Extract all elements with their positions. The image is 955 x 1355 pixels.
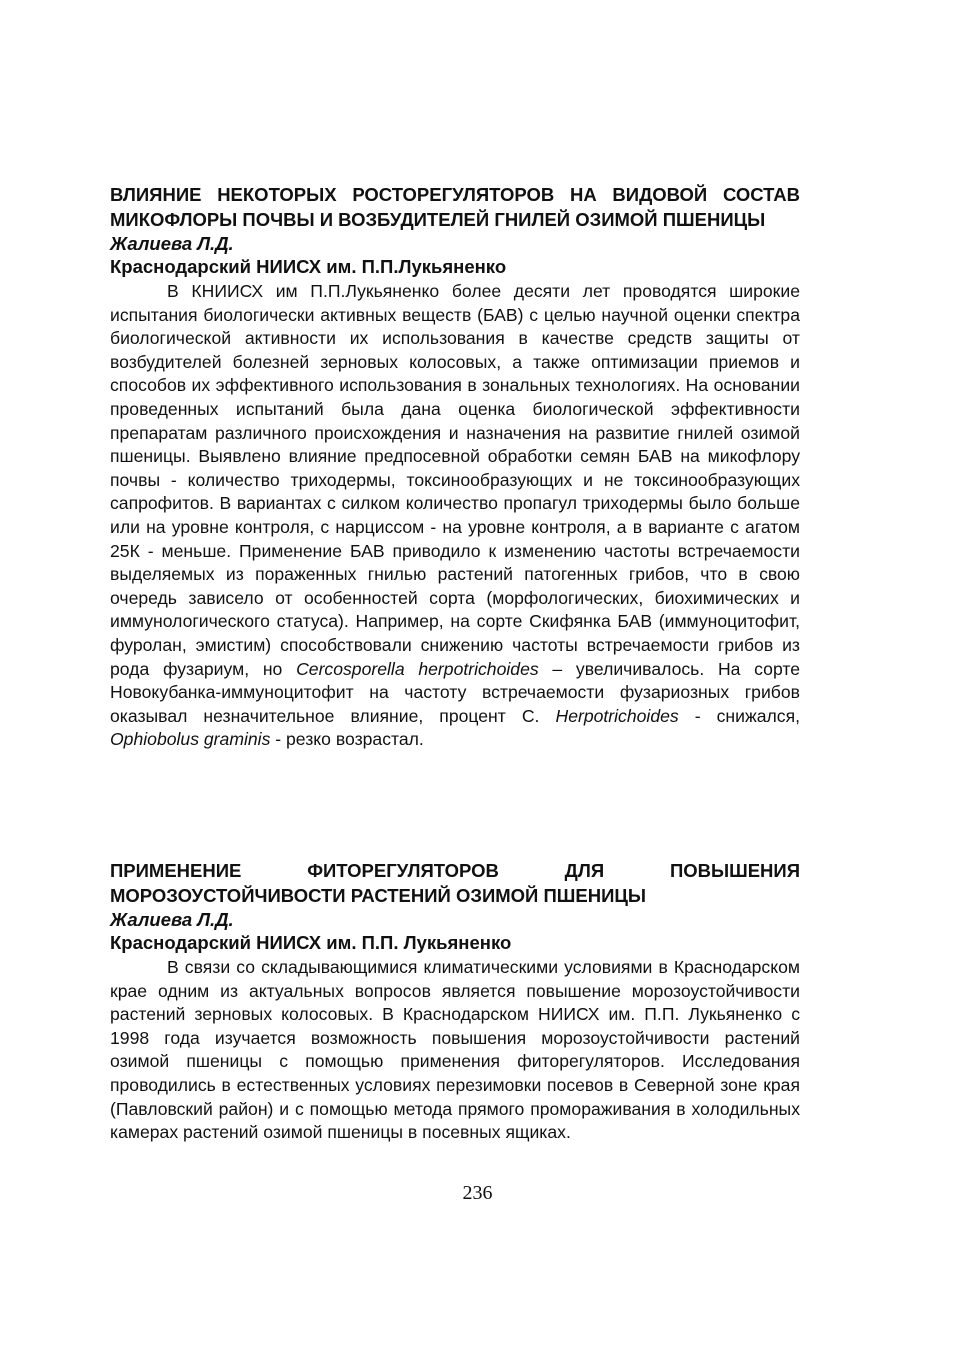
article-1 [110, 182, 800, 752]
article-author: Жалиева Л.Д. [110, 233, 234, 254]
article-affiliation: Краснодарский НИИСХ им. П.П. Лукьяненко [110, 932, 512, 953]
article-author: Жалиева Л.Д. [110, 909, 234, 930]
body-text: В КНИИСХ им П.П.Лукьяненко более десяти лет проводятся широкие испытания биологически активных веществ (БАВ) с целью научной оценки спектра биологической активности их использования в качестве средств защиты от возбудителей болезней зерновых колосовых, а также оптимизации приемов и способов их эффективного использования в зональных технологиях. На основании проведенных испытаний была дана оценка биологической эффективности препаратам различного происхождения и назначения на развитие гнилей озимой пшеницы. Выявлено влияние предпосевной обработки семян БАВ на микофлору почвы - количество триходермы, токсинообразующих и не токсинообразующих сапрофитов. В вариантах с силком количество пропагул триходермы было больше или на уровне контроля, с нарциссом - на уровне контроля, а в варианте с агатом 25К - меньше. Применение БАВ приводило к изменению частоты встречаемости выделяемых из пораженных гнилью растений патогенных грибов, что в свою очередь зависело от особенностей сорта (морфологических, биохимических и иммунологического статуса). Например, на сорте Скифянка БАВ (иммуноцитофит, фуролан, эмистим) способствовали снижению частоты встречаемости грибов из рода фузариум, но [110, 281, 800, 679]
body-text: – увеличивалось. На сорте Новокубанка-иммуноцитофит на частоту встречаемости фузариозных грибов оказывал незначительное влияние, процент С. [110, 658, 800, 726]
article-title: ПРИМЕНЕНИЕ ФИТОРЕГУЛЯТОРОВ ДЛЯ ПОВЫШЕНИЯ МОРОЗОУСТОЙЧИВОСТИ РАСТЕНИЙ ОЗИМОЙ ПШЕНИЦЫ [110, 860, 800, 906]
article-2 [110, 858, 800, 1145]
article-body: В связи со складывающимися климатическими условиями в Краснодарском крае одним из актуальных вопросов является повышение морозоустойчивости растений зерновых колосовых. В Краснодарском НИИСХ им. П.П. Лукьяненко с 1998 года изучается возможность повышения морозоустойчивости растений озимой пшеницы с помощью применения фиторегуляторов. Исследования проводились в естественных условиях перезимовки посевов в Северной зоне края (Павловский район) и с помощью метода прямого промораживания в холодильных камерах растений озимой пшеницы в посевных ящиках. [110, 957, 800, 1143]
body-text: - снижался, [678, 705, 800, 726]
article-title: ВЛИЯНИЕ НЕКОТОРЫХ РОСТОРЕГУЛЯТОРОВ НА ВИДОВОЙ СОСТАВ МИКОФЛОРЫ ПОЧВЫ И ВОЗБУДИТЕЛЕЙ ГНИЛЕЙ ОЗИМОЙ ПШЕНИЦЫ [110, 184, 800, 230]
page-number: 236 [462, 1182, 493, 1204]
article-affiliation: Краснодарский НИИСХ им. П.П.Лукьяненко [110, 256, 507, 277]
species-name: Ophiobolus graminis [110, 729, 271, 750]
species-name: Herpotrichoides [555, 705, 679, 726]
article-body [110, 280, 800, 752]
species-name: Cercosporella herpotrichoides [296, 658, 539, 679]
body-text: - резко возрастал. [270, 729, 424, 750]
